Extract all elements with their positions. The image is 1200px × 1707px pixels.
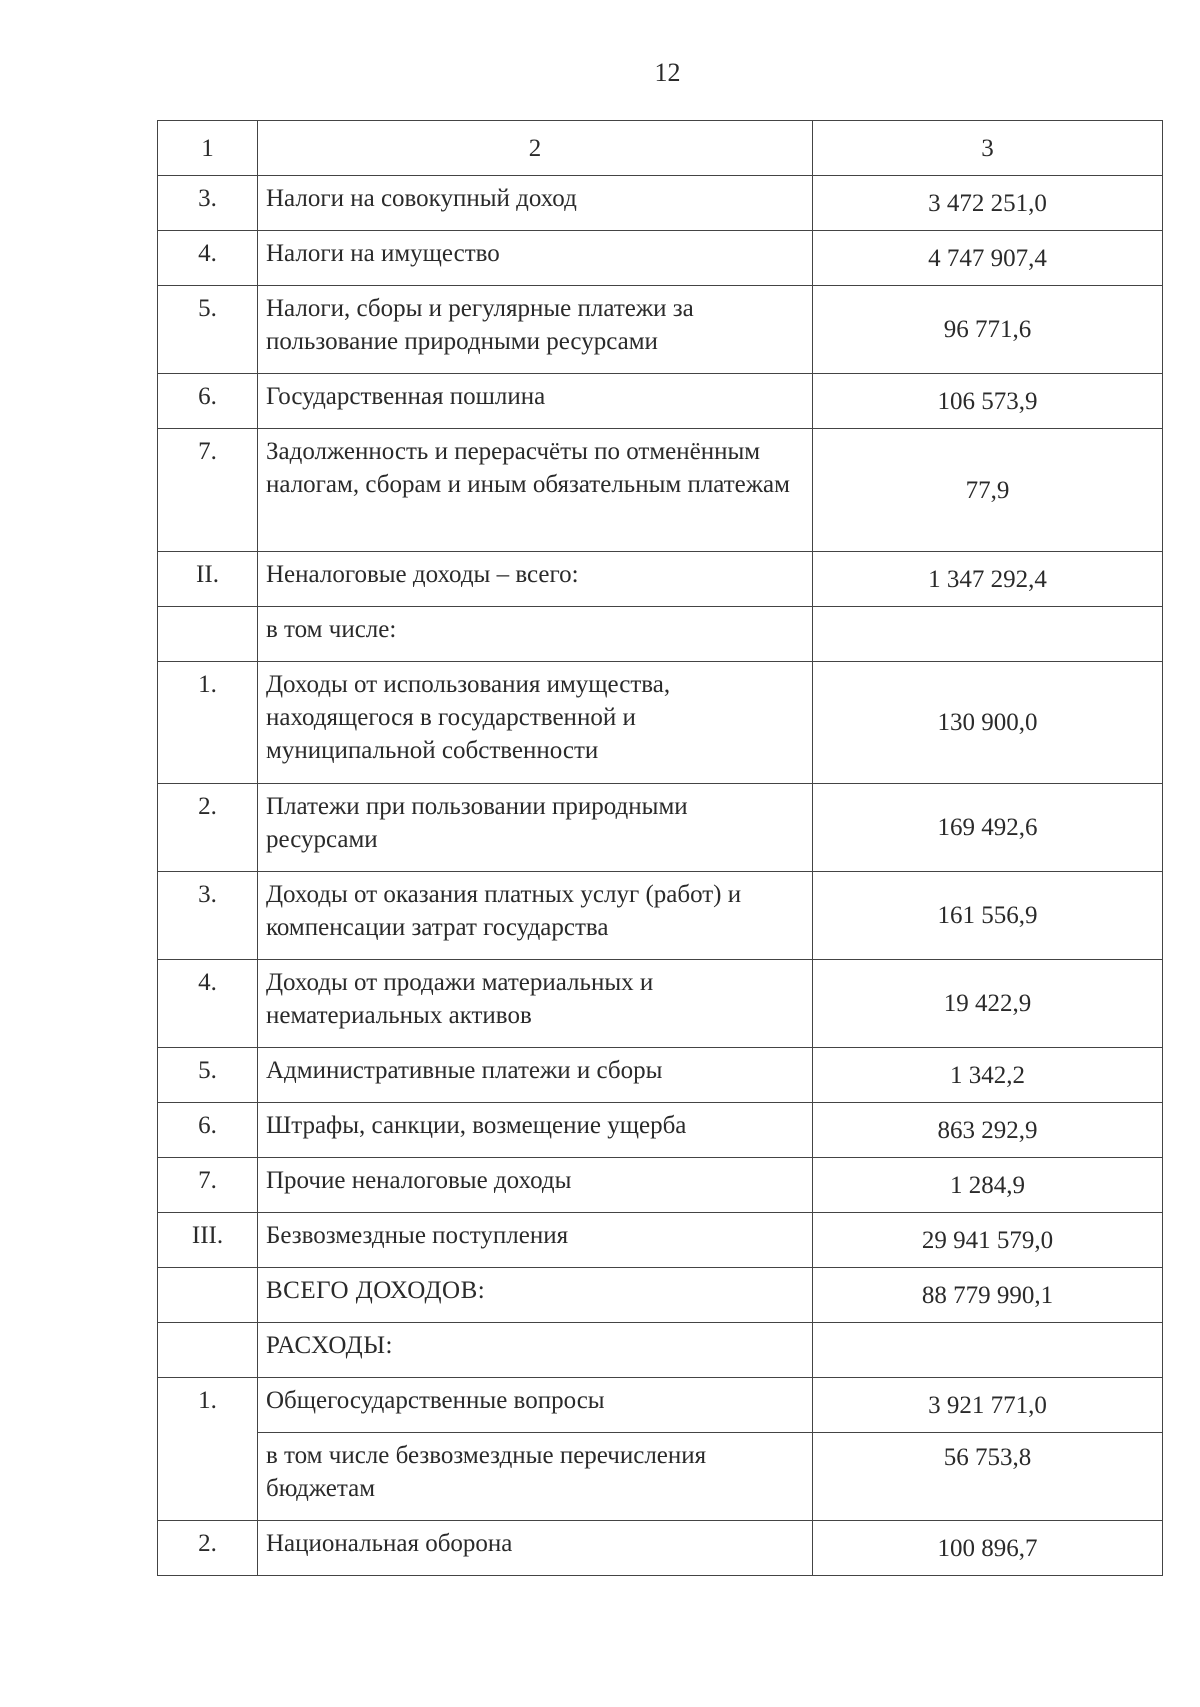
row-value — [813, 607, 1163, 662]
row-number: 1. — [158, 1378, 258, 1521]
row-number: III. — [158, 1213, 258, 1268]
row-name: Прочие неналоговые доходы — [258, 1158, 813, 1213]
table-row — [158, 552, 1163, 607]
row-value: 96 771,6 — [813, 286, 1163, 374]
row-number: 6. — [158, 374, 258, 429]
row-value: 56 753,8 — [813, 1433, 1163, 1521]
row-value: 100 896,7 — [813, 1521, 1163, 1576]
row-number: 3. — [158, 872, 258, 960]
table-row — [158, 429, 1163, 552]
row-name: Национальная оборона — [258, 1521, 813, 1576]
page-number: 12 — [654, 58, 681, 87]
row-name: Штрафы, санкции, возмещение ущерба — [258, 1103, 813, 1158]
row-value: 863 292,9 — [813, 1103, 1163, 1158]
row-number — [158, 1268, 258, 1323]
row-name: Государственная пошлина — [258, 374, 813, 429]
row-name: Доходы от использования имущества, находящегося в государственной и муниципальной собственности — [258, 662, 813, 784]
row-number: II. — [158, 552, 258, 607]
row-value: 19 422,9 — [813, 960, 1163, 1048]
table-row — [158, 231, 1163, 286]
row-name: Неналоговые доходы – всего: — [258, 552, 813, 607]
row-value: 29 941 579,0 — [813, 1213, 1163, 1268]
table-header-row — [158, 121, 1163, 176]
row-name: Доходы от оказания платных услуг (работ) и компенсации затрат государства — [258, 872, 813, 960]
table-row — [158, 1521, 1163, 1576]
row-number — [158, 1323, 258, 1378]
row-number: 4. — [158, 960, 258, 1048]
row-name: ВСЕГО ДОХОДОВ: — [258, 1268, 813, 1323]
row-name: в том числе: — [258, 607, 813, 662]
row-value: 88 779 990,1 — [813, 1268, 1163, 1323]
budget-table — [157, 120, 1163, 1576]
table-row — [158, 662, 1163, 784]
row-number: 2. — [158, 1521, 258, 1576]
row-number: 7. — [158, 429, 258, 552]
row-value: 1 342,2 — [813, 1048, 1163, 1103]
row-number: 5. — [158, 1048, 258, 1103]
row-number — [158, 607, 258, 662]
row-value: 1 347 292,4 — [813, 552, 1163, 607]
row-name: Налоги на имущество — [258, 231, 813, 286]
row-name: Безвозмездные поступления — [258, 1213, 813, 1268]
row-name: Налоги, сборы и регулярные платежи за пользование природными ресурсами — [258, 286, 813, 374]
row-value: 161 556,9 — [813, 872, 1163, 960]
table-row — [158, 1103, 1163, 1158]
table-row — [158, 1213, 1163, 1268]
row-name: Общегосударственные вопросы — [258, 1378, 813, 1433]
row-name: Налоги на совокупный доход — [258, 176, 813, 231]
table-row — [158, 1048, 1163, 1103]
row-number: 7. — [158, 1158, 258, 1213]
table-row — [158, 374, 1163, 429]
row-name: Платежи при пользовании природными ресурсами — [258, 784, 813, 872]
row-value: 130 900,0 — [813, 662, 1163, 784]
row-value: 1 284,9 — [813, 1158, 1163, 1213]
header-col-3: 3 — [813, 121, 1163, 176]
table-row — [158, 176, 1163, 231]
table-row — [158, 784, 1163, 872]
row-name: РАСХОДЫ: — [258, 1323, 813, 1378]
row-number: 2. — [158, 784, 258, 872]
row-value: 4 747 907,4 — [813, 231, 1163, 286]
table-row — [158, 607, 1163, 662]
row-name: Административные платежи и сборы — [258, 1048, 813, 1103]
row-value — [813, 1323, 1163, 1378]
row-value: 106 573,9 — [813, 374, 1163, 429]
header-col-1: 1 — [158, 121, 258, 176]
table-row — [158, 1323, 1163, 1378]
table-row — [158, 1158, 1163, 1213]
table-row — [158, 1433, 1163, 1521]
row-number: 1. — [158, 662, 258, 784]
table-row — [158, 872, 1163, 960]
row-number: 4. — [158, 231, 258, 286]
row-number: 3. — [158, 176, 258, 231]
table-row — [158, 1378, 1163, 1433]
row-name: Задолженность и перерасчёты по отменённым налогам, сборам и иным обязательным платежам — [258, 429, 813, 552]
row-value: 77,9 — [813, 429, 1163, 552]
table-row — [158, 1268, 1163, 1323]
row-value: 3 921 771,0 — [813, 1378, 1163, 1433]
row-name: в том числе безвозмездные перечисления бюджетам — [258, 1433, 813, 1521]
row-name: Доходы от продажи материальных и нематериальных активов — [258, 960, 813, 1048]
row-number: 6. — [158, 1103, 258, 1158]
table-row — [158, 286, 1163, 374]
row-value: 3 472 251,0 — [813, 176, 1163, 231]
row-value: 169 492,6 — [813, 784, 1163, 872]
table-row — [158, 960, 1163, 1048]
row-number: 5. — [158, 286, 258, 374]
header-col-2: 2 — [258, 121, 813, 176]
